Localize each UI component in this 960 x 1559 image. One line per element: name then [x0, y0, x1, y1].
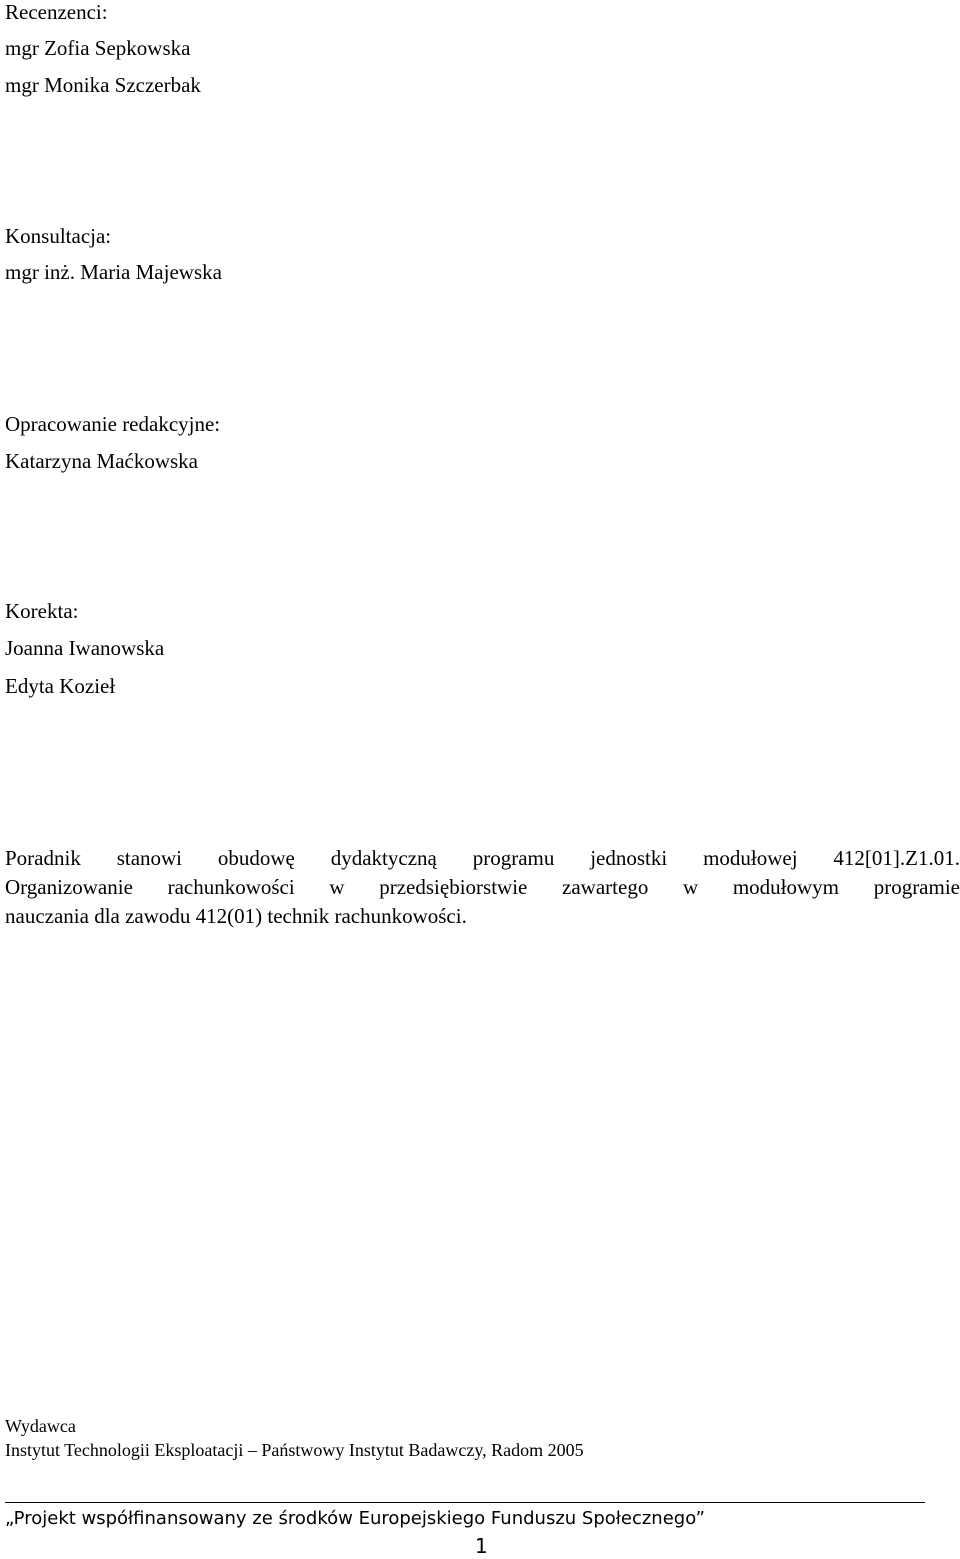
description-line: nauczania dla zawodu 412(01) technik rachunkowości.: [5, 904, 467, 928]
proofreading-heading: Korekta:: [5, 599, 79, 623]
proofreader-name: Joanna Iwanowska: [5, 636, 165, 660]
project-footer: „Projekt współfinansowany ze środków Europejskiego Funduszu Społecznego”: [5, 1508, 705, 1529]
description-paragraph: [5, 844, 960, 931]
page-number: 1: [475, 1534, 488, 1558]
consultation-heading: Konsultacja:: [5, 224, 112, 248]
publisher-line: Instytut Technologii Eksploatacji – Państwowy Instytut Badawczy, Radom 2005: [5, 1440, 584, 1460]
footer-rule: [5, 1502, 925, 1503]
description-line: Poradnik stanowi obudowę dydaktyczną programu jednostki modułowej 412[01].Z1.01.: [5, 846, 960, 870]
editor-name: Katarzyna Maćkowska: [5, 449, 198, 473]
publisher-heading: Wydawca: [5, 1416, 76, 1436]
proofreader-name: Edyta Kozieł: [5, 674, 116, 698]
consultant-name: mgr inż. Maria Majewska: [5, 260, 222, 284]
editing-heading: Opracowanie redakcyjne:: [5, 412, 221, 436]
reviewer-name: mgr Monika Szczerbak: [5, 73, 201, 97]
reviewer-name: mgr Zofia Sepkowska: [5, 36, 191, 60]
description-line: Organizowanie rachunkowości w przedsiębiorstwie zawartego w modułowym programie: [5, 875, 960, 899]
reviewers-heading: Recenzenci:: [5, 0, 108, 24]
